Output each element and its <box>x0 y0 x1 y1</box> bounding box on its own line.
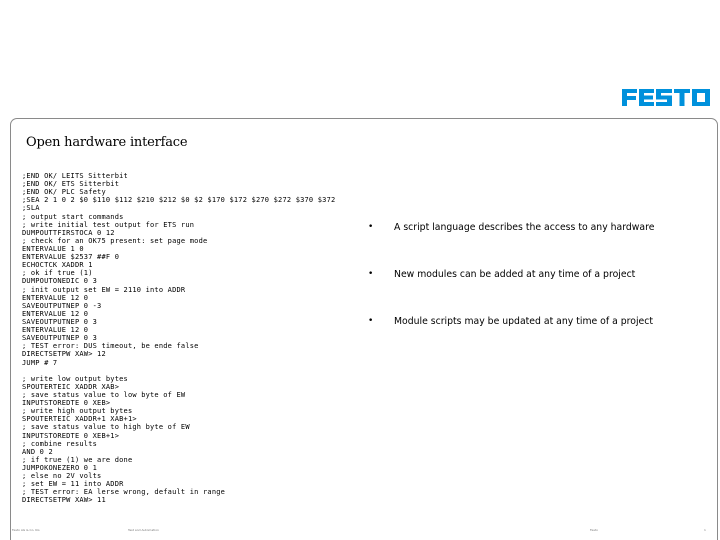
footer-company: Festo AG & Co. KG <box>12 528 40 532</box>
footer-brand: Festo <box>590 528 598 532</box>
code-line: SAVEOUTPUTNEP 0 -3 <box>22 301 102 310</box>
code-line: DIRECTSETPW XAW> 12 <box>22 350 106 359</box>
code-line: SPOUTERTEIC XADDR+1 XAB+1> <box>22 415 137 424</box>
code-line: ;END OK/ PLC Safety <box>22 188 106 197</box>
code-line: INPUTSTOREDTE 0 XEB+1> <box>22 431 120 440</box>
code-line: ;END OK/ ETS Sitterbit <box>22 180 120 189</box>
code-line: ; write initial test output for ETS run <box>22 220 195 229</box>
code-line: ; init output set EW = 2110 into ADDR <box>22 285 186 294</box>
code-line: ;END OK/ LEITS Sitterbit <box>22 172 128 180</box>
code-line: JUMP # 7 <box>22 358 58 367</box>
code-line: ENTERVALUE 12 0 <box>22 293 89 302</box>
code-line: ENTERVALUE 12 0 <box>22 326 89 335</box>
bullet-item <box>368 269 654 316</box>
festo-logo <box>622 89 710 106</box>
script-code-listing <box>22 172 362 512</box>
code-line: AND 0 2 <box>22 447 53 456</box>
code-line: ; combine results <box>22 439 98 448</box>
bullet-icon: • <box>368 316 374 326</box>
code-line: ENTERVALUE 12 0 <box>22 309 89 318</box>
code-line: ; TEST error: EA lerse wrong, default in range <box>22 488 226 497</box>
code-line: DUMPOUTONEDIC 0 3 <box>22 277 98 286</box>
bullet-item <box>368 222 654 269</box>
code-line: ENTERVALUE $2537 ##F 0 <box>22 253 120 262</box>
code-line: ; check for an OK75 present: set page mode <box>22 236 208 245</box>
bullet-text: A script language describes the access to any hardware <box>394 222 655 233</box>
footer-page-number: 1 <box>704 528 706 532</box>
code-line: ; else no 2V volts <box>22 472 102 481</box>
code-line: SAVEOUTPUTNEP 0 3 <box>22 317 98 326</box>
bullet-icon: • <box>368 222 374 232</box>
bullet-text: Module scripts may be updated at any time of a project <box>394 316 654 327</box>
code-line: ; save status value to high byte of EW <box>22 423 190 432</box>
code-line: ; write high output bytes <box>22 407 133 416</box>
festo-logo-icon <box>622 89 710 106</box>
bullet-item <box>368 316 654 363</box>
slide-title: Open hardware interface <box>26 135 188 150</box>
code-line: ; write low output bytes <box>22 374 128 383</box>
code-line <box>22 367 362 375</box>
code-line: ;SEA 2 1 0 2 $0 $110 $112 $210 $212 $0 $2 $170 $172 $270 $272 $370 $372 <box>22 196 336 205</box>
code-line: ENTERVALUE 1 0 <box>22 244 84 253</box>
code-line: ; ok if true (1) <box>22 269 93 278</box>
code-line: ;SLA <box>22 204 40 213</box>
code-line: ECHOCTCK XADDR 1 <box>22 261 93 270</box>
code-line: ; output start commands <box>22 212 124 221</box>
code-line: DIRECTSETPW XAW> 11 <box>22 496 106 505</box>
code-line: SPOUTERTEIC XADDR XAB> <box>22 382 120 391</box>
footer-department: Test and Automation <box>128 528 159 532</box>
bullet-icon: • <box>368 269 374 279</box>
code-line: ; set EW = 11 into ADDR <box>22 480 124 489</box>
code-line: SAVEOUTPUTNEP 0 3 <box>22 334 98 343</box>
code-line: INPUTSTOREDTE 0 XEB> <box>22 399 111 408</box>
code-line: ; TEST error: DUS timeout, be ende false <box>22 342 199 351</box>
bullet-text: New modules can be added at any time of a project <box>394 269 636 280</box>
code-line: JUMPOKONEZERO 0 1 <box>22 463 98 472</box>
bullet-list <box>368 222 654 363</box>
code-line: ; save status value to low byte of EW <box>22 390 186 399</box>
code-line: ; if true (1) we are done <box>22 455 133 464</box>
code-line: DUMPOUTTFIRSTOCA 0 12 <box>22 228 115 237</box>
